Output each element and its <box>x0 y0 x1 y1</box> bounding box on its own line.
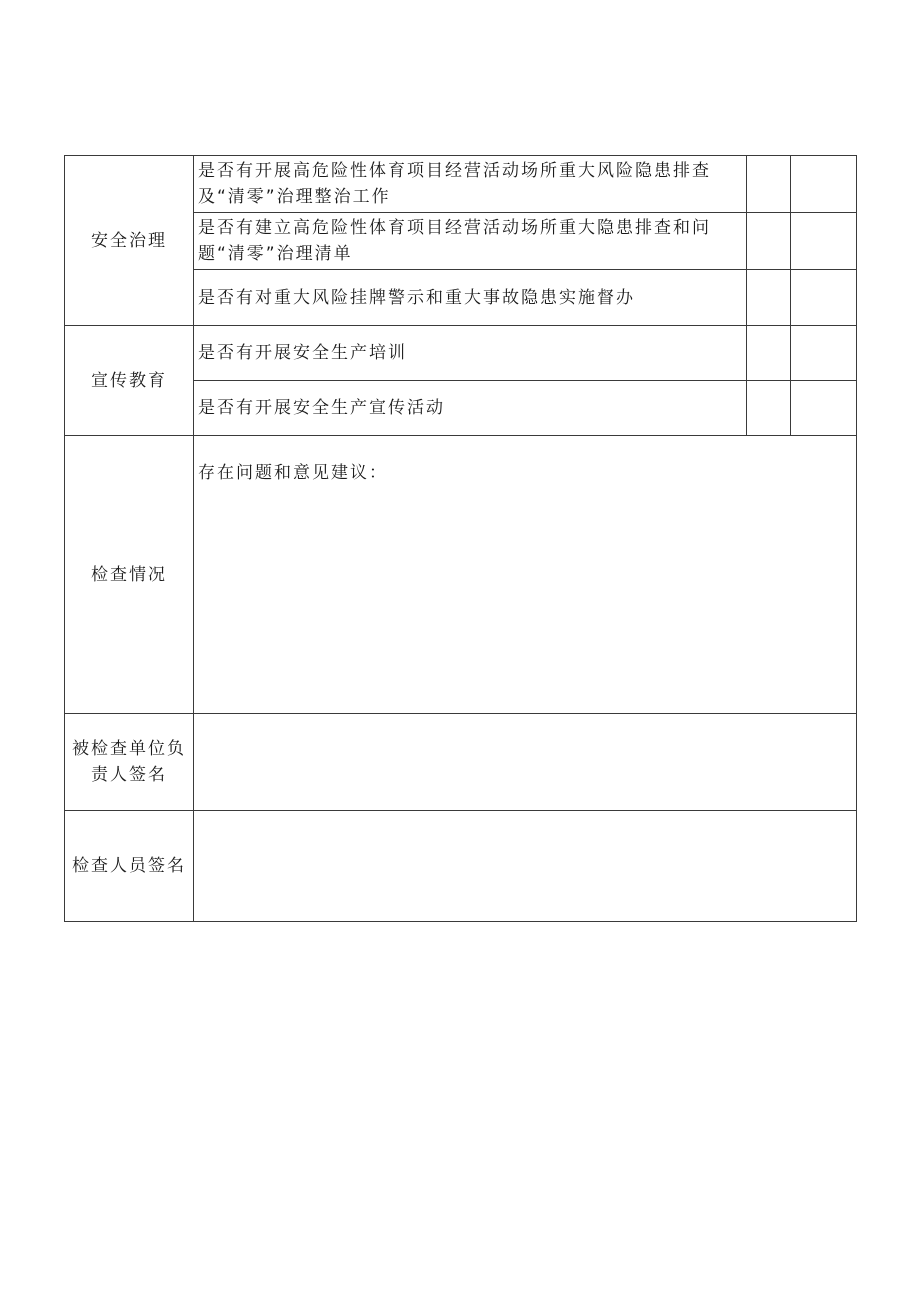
table-row <box>65 811 857 922</box>
notes-label: 存在问题和意见建议： <box>198 463 388 483</box>
inspection-label: 检查情况 <box>91 564 167 585</box>
check-result-cell[interactable] <box>747 156 791 213</box>
inspector-signature-label-cell <box>65 811 194 922</box>
unit-head-signature-field[interactable] <box>194 714 857 811</box>
check-item: 是否有开展安全生产宣传活动 <box>194 381 747 436</box>
table-row <box>65 714 857 811</box>
check-item: 是否有对重大风险挂牌警示和重大事故隐患实施督办 <box>194 270 747 326</box>
inspection-notes-cell[interactable] <box>194 436 857 714</box>
inspection-form-table <box>64 155 857 922</box>
inspection-label-cell <box>65 436 194 714</box>
check-remark-cell[interactable] <box>791 213 857 270</box>
category-label: 安全治理 <box>91 230 167 251</box>
check-result-cell[interactable] <box>747 270 791 326</box>
unit-head-signature-label: 被检查单位负责人签名 <box>72 739 186 785</box>
category-cell-publicity-education <box>65 326 194 436</box>
table-row <box>65 156 857 213</box>
check-item: 是否有开展高危险性体育项目经营活动场所重大风险隐患排查及“清零”治理整治工作 <box>194 156 747 213</box>
inspector-signature-field[interactable] <box>194 811 857 922</box>
check-remark-cell[interactable] <box>791 381 857 436</box>
category-cell-safety-governance <box>65 156 194 326</box>
check-result-cell[interactable] <box>747 213 791 270</box>
check-item: 是否有建立高危险性体育项目经营活动场所重大隐患排查和问题“清零”治理清单 <box>194 213 747 270</box>
check-result-cell[interactable] <box>747 381 791 436</box>
check-remark-cell[interactable] <box>791 156 857 213</box>
unit-head-signature-label-cell <box>65 714 194 811</box>
check-remark-cell[interactable] <box>791 270 857 326</box>
table-row <box>65 436 857 714</box>
table-row <box>65 326 857 381</box>
category-label: 宣传教育 <box>91 370 167 391</box>
inspector-signature-label: 检查人员签名 <box>72 856 186 876</box>
check-remark-cell[interactable] <box>791 326 857 381</box>
check-item: 是否有开展安全生产培训 <box>194 326 747 381</box>
check-result-cell[interactable] <box>747 326 791 381</box>
